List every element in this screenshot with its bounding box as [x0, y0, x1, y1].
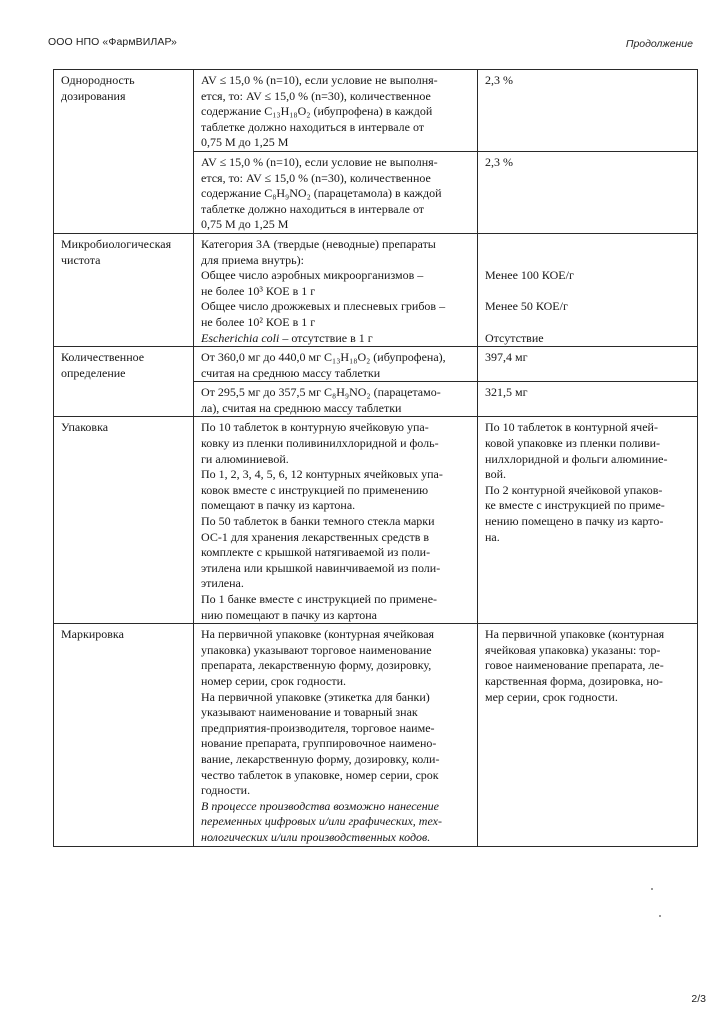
- spec-cell: [194, 624, 478, 846]
- result-value: 2,3 %: [485, 154, 513, 169]
- spacer: [485, 284, 691, 300]
- note-line: В процессе производства возможно нанесение: [201, 798, 439, 813]
- result-cell: [478, 233, 698, 346]
- text-line: Микробиологическая: [61, 236, 172, 251]
- text-line: На первичной упаковке (контурная ячейковая: [201, 627, 435, 642]
- text-line: 0,75 М до 1,25 М: [201, 217, 289, 232]
- page-number: 2/3: [691, 993, 706, 1005]
- note-line: нологических и/или производственных кодов.: [201, 829, 431, 844]
- text-line: чистота: [61, 252, 101, 267]
- text-line: мер серии, срок годности.: [485, 689, 618, 704]
- text-line: не более 10³ КОЕ в 1 г: [201, 283, 316, 298]
- text-line: AV ≤ 15,0 % (n=10), если условие не выполня-: [201, 73, 438, 87]
- result-value: Отсутствие: [485, 330, 544, 345]
- result-cell: [478, 624, 698, 846]
- text-line: По 10 таблеток в контурную ячейковую упа-: [201, 420, 429, 435]
- text-line: [201, 331, 471, 347]
- text-line: Категория 3А (твердые (неводные) препараты: [201, 236, 436, 251]
- text-line: упаковка) указывают торговое наименование: [201, 642, 432, 657]
- text-line: ОС-1 для хранения лекарственных средств в: [201, 529, 430, 544]
- text-line: помещают в пачку из картона.: [201, 498, 356, 513]
- continuation-label: Продолжение: [625, 38, 693, 50]
- text-line: этилена или крышкой навинчиваемой из поли-: [201, 560, 441, 575]
- text-line: От 295,5 мг до 357,5 мг C₈H₉NO₂ (парацетамо-: [201, 385, 441, 400]
- text-line: ла), считая на среднюю массу таблетки: [201, 400, 402, 415]
- text-line: содержание C₈H₉NO₂ (парацетамола) в каждой: [201, 186, 442, 201]
- text-line: ке вместе с инструкцией по приме-: [485, 498, 665, 513]
- result-value: 2,3 %: [485, 73, 513, 87]
- result-cell: [478, 382, 698, 417]
- text-line: вание, лекарственную форму, дозировку, коли-: [201, 751, 440, 766]
- scan-speck: [651, 888, 653, 890]
- text-line: дозирования: [61, 88, 126, 103]
- text-line: препарата, лекарственную форму, дозировку,: [201, 658, 432, 673]
- text-line: годности.: [201, 783, 251, 798]
- text-line: ги алюминиевой.: [201, 451, 289, 466]
- spec-cell: [194, 70, 478, 152]
- text-line: таблетке должно находиться в интервале от: [201, 119, 425, 134]
- text-line: содержание C₁₃H₁₈O₂ (ибупрофена) в каждой: [201, 104, 433, 119]
- text-line: AV ≤ 15,0 % (n=10), если условие не выполня-: [201, 154, 438, 169]
- spacer: [485, 315, 691, 331]
- text-line: говое наименование препарата, ле-: [485, 658, 664, 673]
- specification-table: [53, 69, 698, 847]
- row-name-assay: [54, 347, 194, 417]
- text-line: Упаковка: [61, 420, 109, 435]
- text-line: таблетке должно находиться в интервале от: [201, 201, 425, 216]
- text-line: Маркировка: [61, 627, 124, 642]
- text-line: нование препарата, группировочное наимено-: [201, 736, 437, 751]
- text-line: На первичной упаковке (контурная: [485, 627, 665, 642]
- row-name-microbiology: [54, 233, 194, 346]
- spec-cell: [194, 151, 478, 233]
- result-value: Менее 50 КОЕ/г: [485, 299, 568, 314]
- text-line: По 1, 2, 3, 4, 5, 6, 12 контурных ячейковых упа-: [201, 467, 443, 482]
- result-cell: [478, 70, 698, 152]
- text-line: ковой упаковке из пленки поливи-: [485, 436, 661, 451]
- scan-speck: [659, 915, 661, 917]
- result-cell: [478, 347, 698, 382]
- table-row: [54, 417, 698, 624]
- text-line: нению помещено в пачку из карто-: [485, 514, 664, 529]
- text-line: нию помещают в пачку из картона: [201, 607, 377, 622]
- text-line: на.: [485, 529, 500, 544]
- note-line: переменных цифровых и/или графических, тех-: [201, 814, 442, 829]
- result-value: 397,4 мг: [485, 350, 528, 365]
- text-line: не более 10² КОЕ в 1 г: [201, 314, 316, 329]
- text-line: комплекте с крышкой натягиваемой из поли-: [201, 545, 431, 560]
- text-line: считая на среднюю массу таблетки: [201, 365, 381, 380]
- text-line: От 360,0 мг до 440,0 мг C₁₃H₁₈O₂ (ибупрофена),: [201, 350, 446, 365]
- text-line: вой.: [485, 467, 507, 482]
- spec-cell: [194, 382, 478, 417]
- text-line: ячейковая упаковка) указаны: тор-: [485, 642, 661, 657]
- text-line: На первичной упаковке (этикетка для банки): [201, 689, 430, 704]
- text-line: Общее число дрожжевых и плесневых грибов –: [201, 299, 446, 314]
- result-value: 321,5 мг: [485, 385, 528, 400]
- row-name-uniformity: [54, 70, 194, 234]
- text-line: определение: [61, 365, 126, 380]
- text-line: Количественное: [61, 350, 145, 365]
- text-line: карственная форма, дозировка, но-: [485, 673, 663, 688]
- row-name-packaging: [54, 417, 194, 624]
- text-line: для приема внутрь):: [201, 252, 304, 267]
- row-name-marking: [54, 624, 194, 846]
- text-line: чество таблеток в упаковке, номер серии, срок: [201, 767, 439, 782]
- text-line: ется, то: AV ≤ 15,0 % (n=30), количественное: [201, 88, 431, 103]
- company-name: ООО НПО «ФармВИЛАР»: [48, 36, 177, 48]
- spec-cell: [194, 417, 478, 624]
- text-line: Общее число аэробных микроорганизмов –: [201, 268, 424, 283]
- table-row: [54, 347, 698, 382]
- text-line: ковок вместе с инструкцией по применению: [201, 482, 429, 497]
- result-cell: [478, 151, 698, 233]
- result-cell: [478, 417, 698, 624]
- text-line: 0,75 М до 1,25 М: [201, 135, 289, 150]
- table-row: [54, 233, 698, 346]
- text-line: ковку из пленки поливинилхлоридной и фоль-: [201, 436, 439, 451]
- table-row: [54, 70, 698, 152]
- text-line: этилена.: [201, 576, 244, 591]
- text-line: По 10 таблеток в контурной ячей-: [485, 420, 658, 435]
- spec-cell: [194, 233, 478, 346]
- text-fragment: – отсутствие в 1 г: [279, 330, 373, 345]
- text-line: ется, то: AV ≤ 15,0 % (n=30), количественное: [201, 170, 431, 185]
- text-line: нилхлоридной и фольги алюминие-: [485, 451, 668, 466]
- result-value: Менее 100 КОЕ/г: [485, 268, 574, 283]
- text-line: По 50 таблеток в банки темного стекла марки: [201, 514, 435, 529]
- text-line: указывают наименование и товарный знак: [201, 705, 418, 720]
- text-line: По 2 контурной ячейковой упаков-: [485, 482, 663, 497]
- spec-cell: [194, 347, 478, 382]
- text-line: По 1 банке вместе с инструкцией по примене-: [201, 592, 438, 606]
- table-row: [54, 624, 698, 846]
- organism-name: Escherichia coli: [201, 330, 280, 345]
- text-line: Однородность: [61, 73, 135, 87]
- text-line: номер серии, срок годности.: [201, 673, 347, 688]
- text-line: предприятия-производителя, торговое наиме-: [201, 720, 435, 735]
- spacer: [485, 237, 691, 268]
